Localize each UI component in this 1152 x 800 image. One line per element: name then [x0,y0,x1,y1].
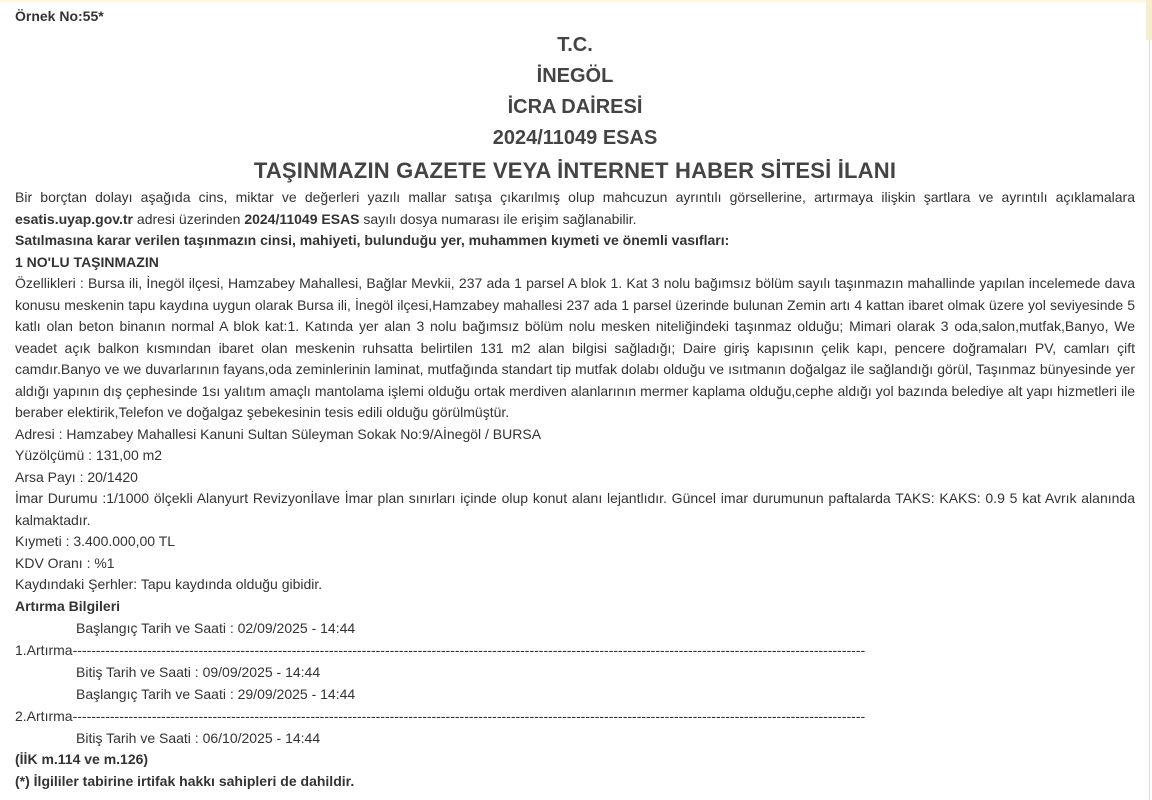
scrollbar-track-top [1146,0,1152,40]
footnote-note: (*) İlgililer tabirine irtifak hakkı sahipleri de dahildir. [15,772,355,789]
auction-2-label-row [15,705,1135,727]
auction-1-end: Bitiş Tarih ve Saati : 09/09/2025 - 14:44 [76,664,321,680]
announcement-document [15,6,1135,792]
auction-1-divider: -------------------------------------------------------------------------------------------------------------------------------------------------------------------------- [72,642,866,658]
intro-text-a: Bir borçtan dolayı aşağıda cins, miktar ve değerleri yazılı mallar satışa çıkarılmış olup mahcuzun ayrıntılı görsellerine, artırmaya ilişkin şartlara ve ayrıntılı açıklamalara [15,189,1135,205]
auction-1-start: Başlangıç Tarih ve Saati : 02/09/2025 - 14:44 [76,620,356,636]
intro-text-b: adresi üzerinden [133,210,245,227]
document-title: TAŞINMAZIN GAZETE VEYA İNTERNET HABER SİTESİ İLANI [253,158,897,183]
property-address: Adresi : Hamzabey Mahallesi Kanuni Sultan Süleyman Sokak No:9/Aİnegöl / BURSA [15,425,542,442]
intro-paragraph [15,187,1135,230]
document-header [15,30,1135,187]
auction-round-1 [15,617,1135,683]
header-city: İNEGÖL [536,65,614,87]
header-tc: T.C. [557,34,593,56]
auction-2-label: 2.Artırma [15,708,73,724]
auction-2-start: Başlangıç Tarih ve Saati : 29/09/2025 - 14:44 [76,686,356,702]
auction-2-divider: -------------------------------------------------------------------------------------------------------------------------------------------------------------------------- [72,708,866,724]
property-zoning: İmar Durumu :1/1000 ölçekli Alanyurt Revizyonİlave İmar plan sınırları içinde olup konut alanı lejantlıdır. Güncel imar durumunun paftalarda TAKS: KAKS: 0.9 5 kat Avrık alanında kalmaktadır. [15,490,1135,528]
page-top-border [0,0,1152,4]
auction-1-label: 1.Artırma [15,642,73,658]
intro-file-number: 2024/11049 ESAS [244,210,360,227]
property-land-share: Arsa Payı : 20/1420 [15,468,138,485]
property-value: Kıymeti : 3.400.000,00 TL [15,533,176,549]
auction-1-label-row [15,639,1135,661]
property-area: Yüzölçümü : 131,00 m2 [15,447,163,463]
section-title: Satılmasına karar verilen taşınmazın cinsi, mahiyeti, bulunduğu yer, muhammen kıymeti ve önemli vasıfları: [15,232,730,248]
header-file-number: 2024/11049 ESAS [492,127,658,149]
property-title: 1 NO'LU TAŞINMAZIN [15,253,159,270]
sample-number: Örnek No:55* [15,8,104,24]
law-reference: (İİK m.114 ve m.126) [15,751,149,767]
property-annotations: Kaydındaki Şerhler: Tapu kaydında olduğu gibidir. [15,576,323,592]
header-office: İCRA DAİRESİ [507,96,643,118]
esatis-site-link[interactable]: esatis.uyap.gov.tr [15,210,134,227]
auction-round-2 [15,683,1135,749]
auction-2-end: Bitiş Tarih ve Saati : 06/10/2025 - 14:44 [76,730,321,746]
page-right-border [1149,40,1150,800]
intro-text-c: sayılı dosya numarası ile erişim sağlanabilir. [359,210,637,227]
auction-title: Artırma Bilgileri [15,597,121,614]
property-vat: KDV Oranı : %1 [15,554,115,571]
property-features: Özellikleri : Bursa ili, İnegöl ilçesi, Hamzabey Mahallesi, Bağlar Mevkii, 237 ada 1 parsel A blok 1. Kat 3 nolu bağımsız bölüm sayılı taşınmazın mahallinde yapılan incelemede dava konusu meskenin tapu kaydına uygun olarak Bursa ili, İnegöl ilçesi,Hamzabey mahallesi 237 ada 1 parsel üzerinde bulunan Zemin artı 4 kattan ibaret olmak üzere yol seviyesinde 5 katlı olan beton binanın normal A blok kat:1. Katında yer alan 3 nolu bağımsız bölüm nolu mesken niteliğindeki taşınmaz olduğu; Mimari olarak 3 oda,salon,mutfak,Banyo, We veadet açık balkon kısmından ibaret olan meskenin ruhsatta belirtilen 131 m2 alan bilgisi sağladığı; Daire giriş kapısının çelik kapı, pencere doğramaları PV, camları çift camdır.Banyo ve we duvarlarının fayans,oda zeminlerinin laminat, mutfağında standart tip mutfak dolabı olduğu ve ısıtmanın doğalgaz ile sağlandığı görül, Taşınmaz bünyesinde yer aldığı yapının dış çephesinde 1sı yalıtım amaçlı mantolama işlemi olduğu ortak merdiven alanlarının mermer kaplama olduğu,cephe aldığı yol bazında belediye alt yapı hizmetleri ile beraber elektirik,Telefon ve doğalgaz şebekesinin tesis edili olduğu görülmüştür. [15,275,1135,420]
